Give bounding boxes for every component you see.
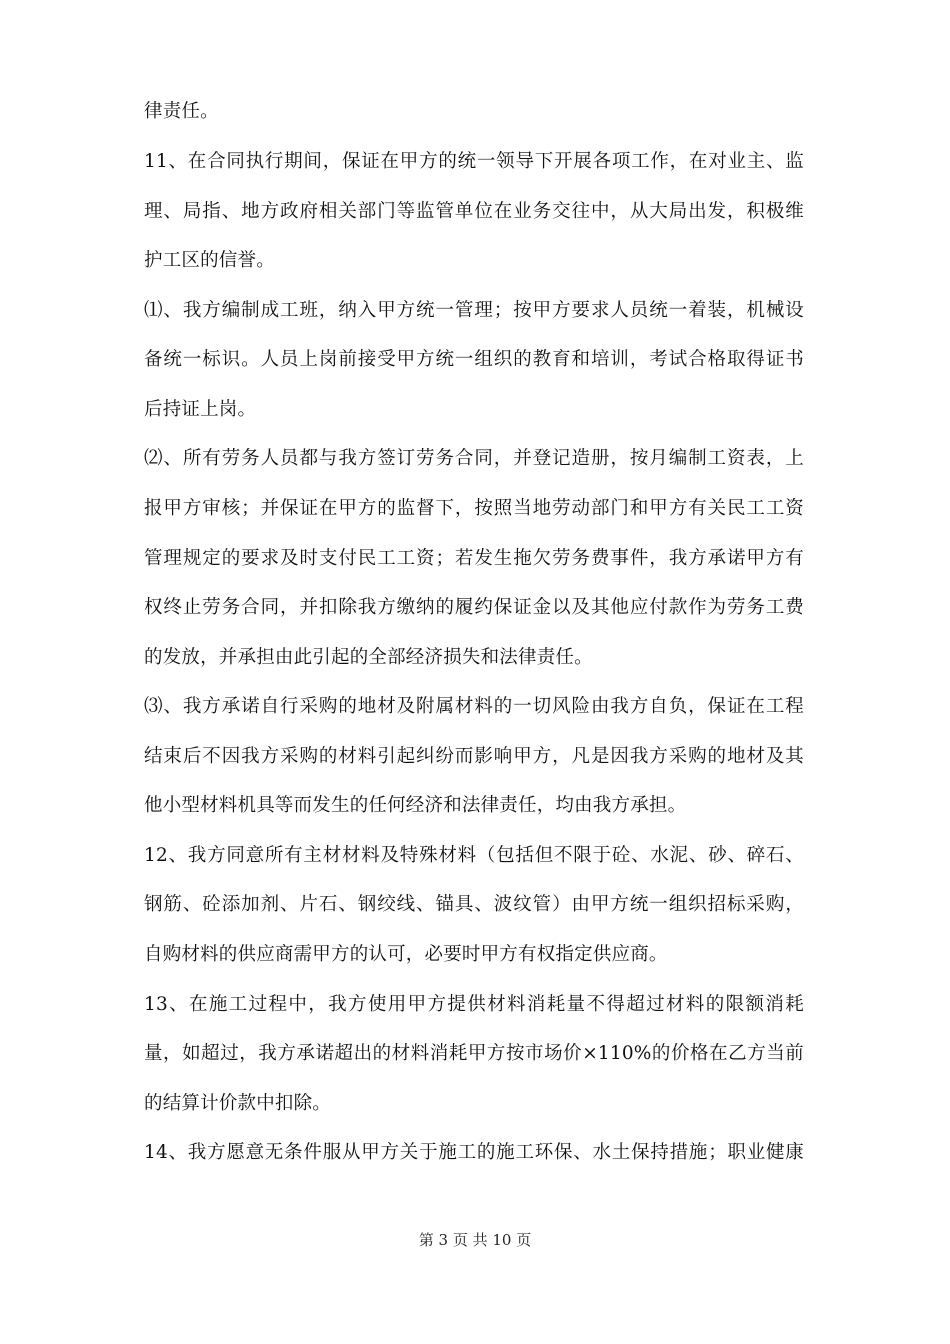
text-line: 14、我方愿意无条件服从甲方关于施工的施工环保、水土保持措施；职业健康 <box>144 1142 804 1163</box>
text-line: 后持证上岗。 <box>144 399 257 420</box>
text-line: 结束后不因我方采购的材料引起纠纷而影响甲方，凡是因我方采购的地材及其 <box>144 746 804 767</box>
text-line: 理、局指、地方政府相关部门等监管单位在业务交往中，从大局出发，积极维 <box>144 201 804 222</box>
text-line: 11、在合同执行期间，保证在甲方的统一领导下开展各项工作，在对业主、监 <box>144 151 804 172</box>
text-line: 备统一标识。人员上岗前接受甲方统一组织的教育和培训，考试合格取得证书 <box>144 349 804 370</box>
text-line: 律责任。 <box>144 101 219 122</box>
text-line: 的结算计价款中扣除。 <box>144 1093 332 1114</box>
text-line: 钢筋、砼添加剂、片石、钢绞线、锚具、波纹管）由甲方统一组织招标采购， <box>144 894 804 915</box>
text-line: 报甲方审核；并保证在甲方的监督下，按照当地劳动部门和甲方有关民工工资 <box>144 498 804 519</box>
text-line: 量，如超过，我方承诺超出的材料消耗甲方按市场价×110%的价格在乙方当前 <box>144 1043 804 1064</box>
text-line: 13、在施工过程中，我方使用甲方提供材料消耗量不得超过材料的限额消耗 <box>144 994 804 1015</box>
text-line: 12、我方同意所有主材材料及特殊材料（包括但不限于砼、水泥、砂、碎石、 <box>144 845 804 866</box>
text-line: 管理规定的要求及时支付民工工资；若发生拖欠劳务费事件，我方承诺甲方有 <box>144 548 804 569</box>
text-line: 的发放，并承担由此引起的全部经济损失和法律责任。 <box>144 647 593 668</box>
text-line: 权终止劳务合同，并扣除我方缴纳的履约保证金以及其他应付款作为劳务工费 <box>144 597 804 618</box>
text-line: 他小型材料机具等而发生的任何经济和法律责任，均由我方承担。 <box>144 795 687 816</box>
text-line: 护工区的信誉。 <box>144 250 275 271</box>
text-line: ⑵、所有劳务人员都与我方签订劳务合同，并登记造册，按月编制工资表，上 <box>144 448 804 469</box>
page-number-footer: 第 3 页 共 10 页 <box>418 1231 532 1249</box>
text-line: 自购材料的供应商需甲方的认可，必要时甲方有权指定供应商。 <box>144 944 668 965</box>
text-line: ⑶、我方承诺自行采购的地材及附属材料的一切风险由我方自负，保证在工程 <box>144 696 804 717</box>
text-line: ⑴、我方编制成工班，纳入甲方统一管理；按甲方要求人员统一着装，机械设 <box>144 300 804 321</box>
